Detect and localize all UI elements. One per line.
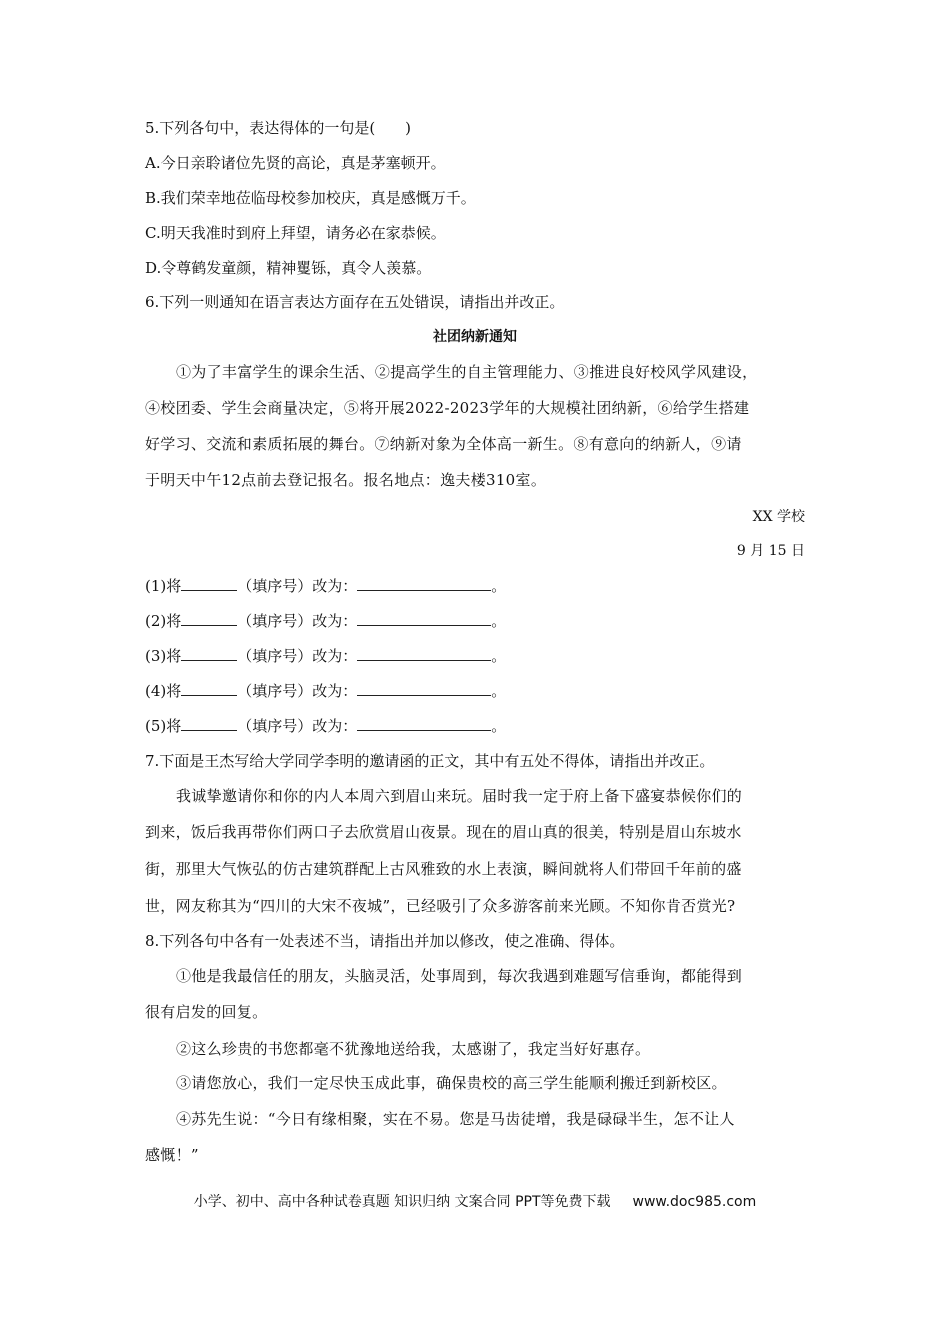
notice-title: 社团纳新通知 (433, 329, 517, 345)
q8-item-3: ③请您放心，我们一定尽快玉成此事，确保贵校的高三学生能顺利搬迁到新校区。 (176, 1074, 727, 1092)
fill-end: 。 (491, 577, 507, 595)
question-5-option-c: C.明天我准时到府上拜望，请务必在家恭候。 (145, 224, 446, 242)
question-5-stem: 5.下列各句中，表达得体的一句是( ) (145, 119, 412, 137)
notice-signature: XX 学校 (752, 509, 805, 525)
answer-blank-number[interactable] (181, 611, 237, 626)
answer-blank-correction[interactable] (357, 716, 491, 731)
question-7-stem: 7.下面是王杰写给大学同学李明的邀请函的正文，其中有五处不得体，请指出并改正。 (145, 752, 715, 770)
answer-blank-correction[interactable] (357, 681, 491, 696)
fill-mid: （填序号）改为： (237, 612, 358, 630)
notice-line-2: ④校团委、学生会商量决定，⑤将开展2022-2023学年的大规模社团纳新，⑥给学生搭建 (145, 399, 750, 417)
fill-item-4 (145, 681, 506, 701)
notice-line-1: ①为了丰富学生的课余生活、②提高学生的自主管理能力、③推进良好校风学风建设， (176, 363, 758, 381)
fill-mid: （填序号）改为： (237, 682, 358, 700)
q8-item-1-line-1: ①他是我最信任的朋友，头脑灵活，处事周到，每次我遇到难题写信垂询，都能得到 (176, 967, 743, 985)
fill-end: 。 (491, 647, 507, 665)
fill-item-3 (145, 646, 506, 666)
invitation-line-4: 世，网友称其为“四川的大宋不夜城”，已经吸引了众多游客前来光顾。不知你肯否赏光? (145, 897, 736, 915)
fill-item-5 (145, 716, 506, 736)
fill-prefix: (3)将 (145, 647, 182, 665)
answer-blank-correction[interactable] (357, 611, 491, 626)
invitation-line-3: 街，那里大气恢弘的仿古建筑群配上古风雅致的水上表演，瞬间就将人们带回千年前的盛 (145, 860, 742, 878)
fill-prefix: (5)将 (145, 717, 182, 735)
invitation-line-1: 我诚挚邀请你和你的内人本周六到眉山来玩。届时我一定于府上备下盛宴恭候你们的 (176, 787, 743, 805)
answer-blank-number[interactable] (181, 576, 237, 591)
q8-item-4-line-2: 感慨！” (145, 1146, 199, 1164)
notice-date: 9 月 15 日 (736, 543, 805, 559)
question-6-stem: 6.下列一则通知在语言表达方面存在五处错误，请指出并改正。 (145, 293, 565, 311)
answer-blank-number[interactable] (181, 716, 237, 731)
fill-end: 。 (491, 717, 507, 735)
notice-line-4: 于明天中午12点前去登记报名。报名地点：逸夫楼310室。 (145, 471, 547, 489)
fill-mid: （填序号）改为： (237, 577, 358, 595)
answer-blank-number[interactable] (181, 646, 237, 661)
fill-item-1 (145, 576, 506, 596)
fill-prefix: (1)将 (145, 577, 182, 595)
fill-end: 。 (491, 612, 507, 630)
answer-blank-correction[interactable] (357, 646, 491, 661)
fill-end: 。 (491, 682, 507, 700)
fill-mid: （填序号）改为： (237, 647, 358, 665)
notice-line-3: 好学习、交流和素质拓展的舞台。⑦纳新对象为全体高一新生。⑧有意向的纳新人，⑨请 (145, 435, 742, 453)
answer-blank-number[interactable] (181, 681, 237, 696)
q8-item-2: ②这么珍贵的书您都毫不犹豫地送给我，太感谢了，我定当好好惠存。 (176, 1040, 651, 1058)
q8-item-1-line-2: 很有启发的回复。 (145, 1003, 268, 1021)
question-5-option-a: A.今日亲聆诸位先贤的高论，真是茅塞顿开。 (145, 154, 446, 172)
fill-mid: （填序号）改为： (237, 717, 358, 735)
question-5-option-b: B.我们荣幸地莅临母校参加校庆，真是感慨万千。 (145, 189, 476, 207)
answer-blank-correction[interactable] (357, 576, 491, 591)
question-8-stem: 8.下列各句中各有一处表述不当，请指出并加以修改，使之准确、得体。 (145, 932, 625, 950)
footer-site-link[interactable]: www.doc985.com (632, 1194, 757, 1210)
q8-item-4-line-1: ④苏先生说：“今日有缘相聚，实在不易。您是马齿徒增，我是碌碌半生，怎不让人 (176, 1110, 735, 1128)
fill-item-2 (145, 611, 506, 631)
invitation-line-2: 到来，饭后我再带你们两口子去欣赏眉山夜景。现在的眉山真的很美，特别是眉山东坡水 (145, 823, 742, 841)
page-footer (0, 1192, 950, 1212)
fill-prefix: (2)将 (145, 612, 182, 630)
question-5-option-d: D.令尊鹤发童颜，精神矍铄，真令人羡慕。 (145, 259, 432, 277)
fill-prefix: (4)将 (145, 682, 182, 700)
footer-text: 小学、初中、高中各种试卷真题 知识归纳 文案合同 PPT等免费下载 (193, 1194, 611, 1210)
